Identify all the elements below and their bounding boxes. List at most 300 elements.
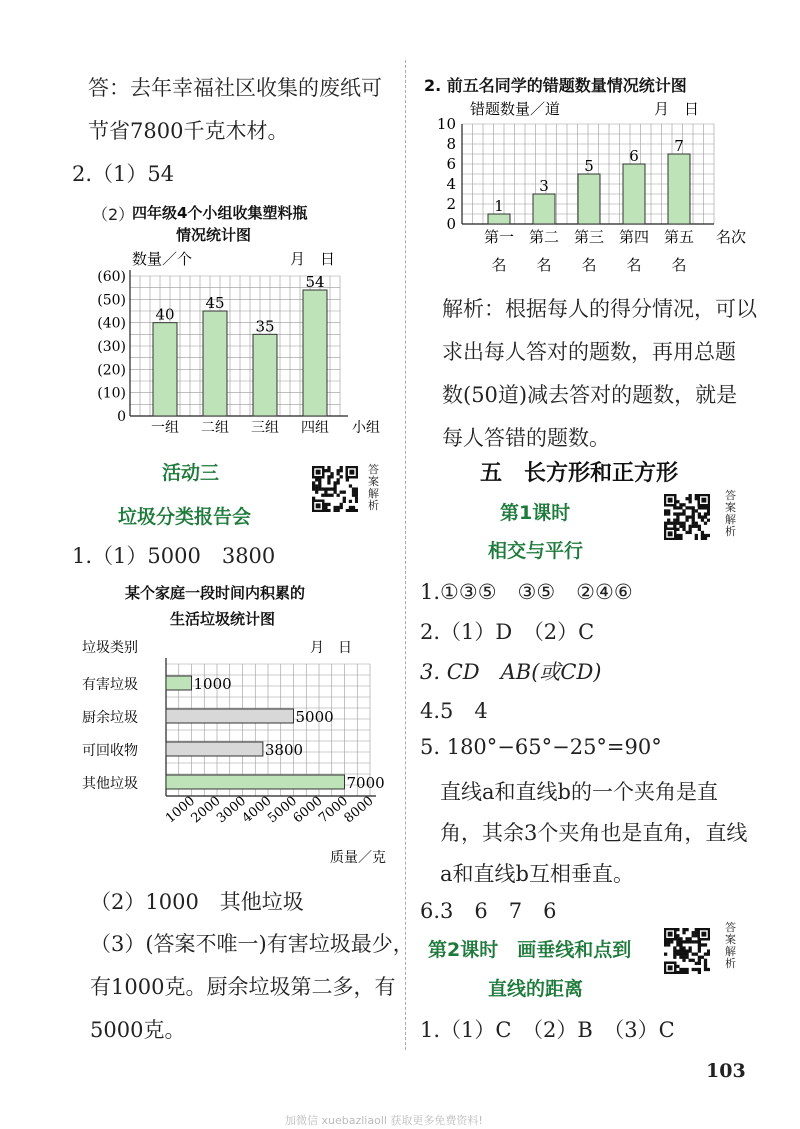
qr-module [695,534,698,537]
qr-label-char: 答 [725,921,736,934]
qr-module [692,515,695,518]
qr-module [698,971,701,974]
x-tick-label: 第三 [573,228,605,246]
qr-module [327,503,330,506]
chart2-title-line-1: 某个家庭一段时间内积累的 [125,584,306,602]
qr-module [337,509,340,512]
qr-finder-center [701,498,706,503]
qr-module [337,494,340,497]
activity-question-1-part-3: （3）(答案不唯一)有害垃圾最少， [90,932,414,956]
qr-module [318,481,321,484]
y-tick-label: 8 [446,135,456,153]
bar [166,709,294,723]
qr-module [330,475,333,478]
qr-module [664,522,667,525]
qr-module [682,931,685,934]
qr-module [327,494,330,497]
qr-module [349,509,352,512]
x-tick-label: 7000 [316,793,352,827]
qr-module [340,503,343,506]
qr-module [673,522,676,525]
qr-module [315,478,318,481]
bar [166,676,192,690]
qr-module [676,953,679,956]
qr-module [679,525,682,528]
qr-module [682,971,685,974]
qr-module [682,949,685,952]
lesson-1-answer-6: 6.3 6 7 6 [420,899,557,923]
qr-module [704,968,707,971]
qr-module [707,512,710,515]
activity-question-1-part-1: 1.（1）5000 3800 [72,544,276,568]
y-tick-label: 其他垃圾 [82,776,138,792]
qr-module [682,522,685,525]
qr-finder-center [668,965,673,970]
qr-module [670,940,673,943]
qr-module [333,481,336,484]
qr-module [343,497,346,500]
qr-module [685,949,688,952]
qr-module [664,525,667,528]
qr-module [698,506,701,509]
qr-module [685,971,688,974]
qr-module [673,512,676,515]
activity-title: 活动三 [162,462,220,484]
qr-module [685,519,688,522]
qr-module [692,506,695,509]
y-tick-label: (60) [97,269,126,285]
activity-question-1-part-3-cont: 有1000克。厨余垃圾第二多，有 [90,975,396,999]
qr-module [673,525,676,528]
lesson-1-answer-5-line-4: a和直线b互相垂直。 [440,862,634,886]
qr-module [324,487,327,490]
qr-code-graphic [312,466,358,512]
x-tick-label: 1000 [163,793,199,827]
answer-line-1: 答：去年幸福社区收集的废纸可 [88,76,382,100]
qr-module [679,953,682,956]
qr-finder-center [668,531,673,536]
date-label: 月 日 [654,100,700,118]
qr-module [330,487,333,490]
lesson-2-label: 第2课时 画垂线和点到 [428,939,632,961]
qr-module [679,503,682,506]
qr-module [701,956,704,959]
qr-module [701,515,704,518]
bar [153,323,177,416]
qr-module [667,512,670,515]
data-label: 1 [494,197,504,215]
qr-module [682,509,685,512]
qr-module [676,965,679,968]
qr-module [707,949,710,952]
chart1-title-line-1: 四年级4个小组收集塑料瓶 [132,204,308,222]
qr-module [318,484,321,487]
qr-module [346,478,349,481]
qr-module [673,953,676,956]
y-tick-label: 4 [446,175,456,193]
qr-module [685,968,688,971]
qr-module [679,968,682,971]
qr-module [682,959,685,962]
qr-module [352,506,355,509]
qr-module [695,509,698,512]
column-divider [405,60,406,1050]
qr-module [679,512,682,515]
qr-module [695,934,698,937]
y-tick-label: (40) [97,315,126,332]
qr-module [689,515,692,518]
qr-module [673,949,676,952]
x-axis-label: 名次 [716,228,747,246]
bar [166,775,345,789]
qr-module [321,487,324,490]
qr-module [679,537,682,540]
y-axis-label: 错题数量／道 [470,100,561,118]
qr-module [695,953,698,956]
qr-finder-center [668,932,673,937]
qr-module [695,537,698,540]
y-tick-label: (20) [97,362,126,379]
x-tick-label: 3000 [214,793,250,827]
qr-module [695,928,698,931]
qr-module [707,519,710,522]
qr-module [679,940,682,943]
qr-module [673,946,676,949]
qr-module [682,940,685,943]
data-label: 54 [305,273,325,291]
qr-module [701,537,704,540]
qr-module [676,934,679,937]
qr-module [327,478,330,481]
qr-label-char: 析 [725,957,736,970]
qr-module [333,509,336,512]
qr-module [343,491,346,494]
qr-module [679,971,682,974]
qr-module [676,534,679,537]
qr-module [682,512,685,515]
x-tick-label: 名 [536,256,552,274]
x-tick-label: 名 [491,256,507,274]
qr-module [333,487,336,490]
qr-module [321,494,324,497]
qr-label-char: 答 [725,489,736,502]
qr-label-char: 案 [725,501,736,514]
qr-module [689,937,692,940]
analysis-line-4: 每人答错的题数。 [442,426,610,450]
qr-module [676,943,679,946]
qr-module [685,937,688,940]
qr-module [692,959,695,962]
qr-module [682,953,685,956]
y-tick-label: (50) [97,292,126,309]
lesson-2-answer-1: 1.（1）C （2）B （3）C [420,1018,675,1042]
data-label: 40 [155,305,175,324]
x-tick-label: 三组 [251,420,279,436]
qr-module [664,512,667,515]
qr-module [682,503,685,506]
qr-module [695,962,698,965]
x-tick-label: 2000 [188,793,224,827]
qr-module [698,525,701,528]
lesson-1-label: 第1课时 [500,502,571,524]
qr-module [698,949,701,952]
qr-module [698,968,701,971]
qr-module [355,494,358,497]
lesson-1-answer-1: 1.①③⑤ ③⑤ ②④⑥ [420,580,633,604]
qr-module [698,956,701,959]
qr-module [704,962,707,965]
qr-module [676,928,679,931]
qr-module [355,487,358,490]
qr-module [676,537,679,540]
qr-module [676,506,679,509]
qr-module [704,515,707,518]
qr-module [701,534,704,537]
bar [533,194,555,224]
plastic-bottle-bar-chart [80,246,390,440]
qr-module [312,497,315,500]
qr-module [315,491,318,494]
qr-module [333,484,336,487]
data-label: 3800 [264,741,304,759]
date-label: 月 日 [290,250,336,268]
qr-module [355,500,358,503]
bar [303,290,327,416]
qr-module [349,506,352,509]
y-tick-label: (10) [97,385,126,402]
qr-module [324,494,327,497]
qr-finder-center [316,503,321,508]
qr-module [701,519,704,522]
bar [203,311,227,416]
qr-module [692,512,695,515]
qr-module [679,522,682,525]
qr-module [324,506,327,509]
qr-module [685,531,688,534]
y-axis-label: 垃圾类别 [82,640,138,656]
bar [578,174,600,224]
qr-module [352,494,355,497]
qr-module [685,506,688,509]
qr-module [689,531,692,534]
qr-module [352,509,355,512]
data-label: 1000 [193,675,232,693]
qr-module [318,478,321,481]
qr-code [312,466,358,512]
qr-module [704,965,707,968]
qr-module [695,522,698,525]
qr-finder-center [349,470,354,475]
footer-watermark: 加微信 xuebazliaoll 获取更多免费资料! [285,1114,483,1127]
qr-module [333,506,336,509]
qr-module [704,943,707,946]
qr-module [327,487,330,490]
qr-module [340,466,343,469]
data-label: 45 [205,294,225,312]
date-label: 月 日 [310,640,352,656]
qr-module [349,484,352,487]
qr-module [692,934,695,937]
qr-module [704,506,707,509]
chart1-title-line-2: 情况统计图 [176,226,252,244]
activity-question-1-part-2: （2）1000 其他垃圾 [90,890,304,914]
qr-module [667,943,670,946]
lesson-1-answer-5-line-3: 角，其余3个夹角也是直角，直线 [440,821,748,845]
qr-code [664,928,710,974]
qr-module [692,940,695,943]
qr-module [701,943,704,946]
qr-module [695,940,698,943]
qr-module [355,509,358,512]
qr-module [685,928,688,931]
page-number: 103 [706,1060,746,1082]
data-label: 7000 [346,774,385,792]
qr-module [692,519,695,522]
qr-module [355,497,358,500]
qr-module [676,522,679,525]
qr-module [698,515,701,518]
qr-label-char: 答 [368,463,379,476]
qr-label [725,922,737,970]
data-label: 6 [629,147,639,165]
y-tick-label: (30) [97,339,126,355]
qr-module [707,953,710,956]
qr-module [698,962,701,965]
qr-finder-center [668,498,673,503]
qr-module [695,931,698,934]
qr-module [664,509,667,512]
qr-module [692,522,695,525]
x-axis-label: 质量／克 [330,850,386,866]
qr-module [692,968,695,971]
y-tick-label: 厨余垃圾 [82,710,138,726]
qr-module [676,500,679,503]
qr-module [327,469,330,472]
activity-subtitle: 垃圾分类报告会 [118,506,252,528]
qr-module [337,506,340,509]
qr-module [679,937,682,940]
qr-module [679,506,682,509]
qr-label-char: 解 [725,945,736,958]
qr-module [698,959,701,962]
x-tick-label: 一组 [151,420,179,436]
qr-module [689,494,692,497]
lesson-1-answer-5-line-2: 直线a和直线b的一个夹角是直 [440,780,718,804]
x-tick-label: 第二 [528,228,560,246]
qr-module [701,506,704,509]
qr-module [692,931,695,934]
qr-module [679,946,682,949]
qr-module [685,953,688,956]
qr-module [318,487,321,490]
y-tick-label: 可回收物 [82,743,138,759]
analysis-line-1: 解析：根据每人的得分情况，可以 [442,297,757,321]
x-tick-label: 第一 [483,228,515,246]
qr-module [664,940,667,943]
qr-code-graphic [664,494,710,540]
qr-module [689,940,692,943]
qr-module [349,500,352,503]
qr-label-char: 案 [368,475,379,488]
qr-module [664,953,667,956]
x-tick-label: 8000 [341,793,377,827]
qr-module [679,943,682,946]
x-axis-label: 小组 [352,420,380,436]
y-tick-label: 有害垃圾 [82,677,138,693]
qr-module [679,534,682,537]
qr-module [340,491,343,494]
qr-module [689,946,692,949]
x-tick-label: 四组 [301,420,329,436]
qr-module [679,949,682,952]
unit-title: 五 长方形和正方形 [480,461,679,486]
activity-question-1-part-3-end: 5000克。 [90,1018,186,1042]
qr-module [340,506,343,509]
qr-module [704,953,707,956]
y-tick-label: 10 [436,115,456,133]
qr-code-graphic [664,928,710,974]
qr-module [340,475,343,478]
qr-module [704,534,707,537]
qr-module [692,953,695,956]
x-tick-label: 第五 [663,228,695,246]
qr-module [346,509,349,512]
lesson-2-title: 直线的距离 [488,978,584,1000]
qr-module [667,509,670,512]
qr-module [704,959,707,962]
qr-module [695,494,698,497]
qr-module [682,946,685,949]
qr-module [676,519,679,522]
qr-module [701,531,704,534]
qr-module [698,946,701,949]
bar [253,334,277,416]
bar [668,154,690,224]
qr-module [707,968,710,971]
qr-module [682,968,685,971]
qr-module [698,943,701,946]
qr-module [679,956,682,959]
question-2-part-2-label: （2） [92,205,135,224]
y-tick-label: 0 [446,215,456,233]
bar [623,164,645,224]
qr-module [692,525,695,528]
x-tick-label: 5000 [265,793,301,827]
x-tick-label: 第四 [618,228,650,246]
qr-module [685,515,688,518]
qr-module [676,528,679,531]
qr-module [327,481,330,484]
y-tick-label: 0 [117,409,126,425]
qr-label-char: 案 [725,933,736,946]
y-tick-label: 2 [446,195,456,213]
lesson-1-answer-5: 5. 180°−65°−25°=90° [420,735,662,759]
lesson-1-answer-4: 4.5 4 [420,699,488,723]
qr-module [340,469,343,472]
x-tick-label: 二组 [201,420,229,436]
x-tick-label: 名 [581,256,597,274]
qr-module [315,487,318,490]
data-label: 3 [539,177,549,195]
qr-module [676,512,679,515]
qr-label-char: 析 [725,525,736,538]
qr-module [682,525,685,528]
qr-module [676,949,679,952]
qr-module [689,506,692,509]
qr-module [707,506,710,509]
qr-module [676,937,679,940]
qr-module [355,491,358,494]
